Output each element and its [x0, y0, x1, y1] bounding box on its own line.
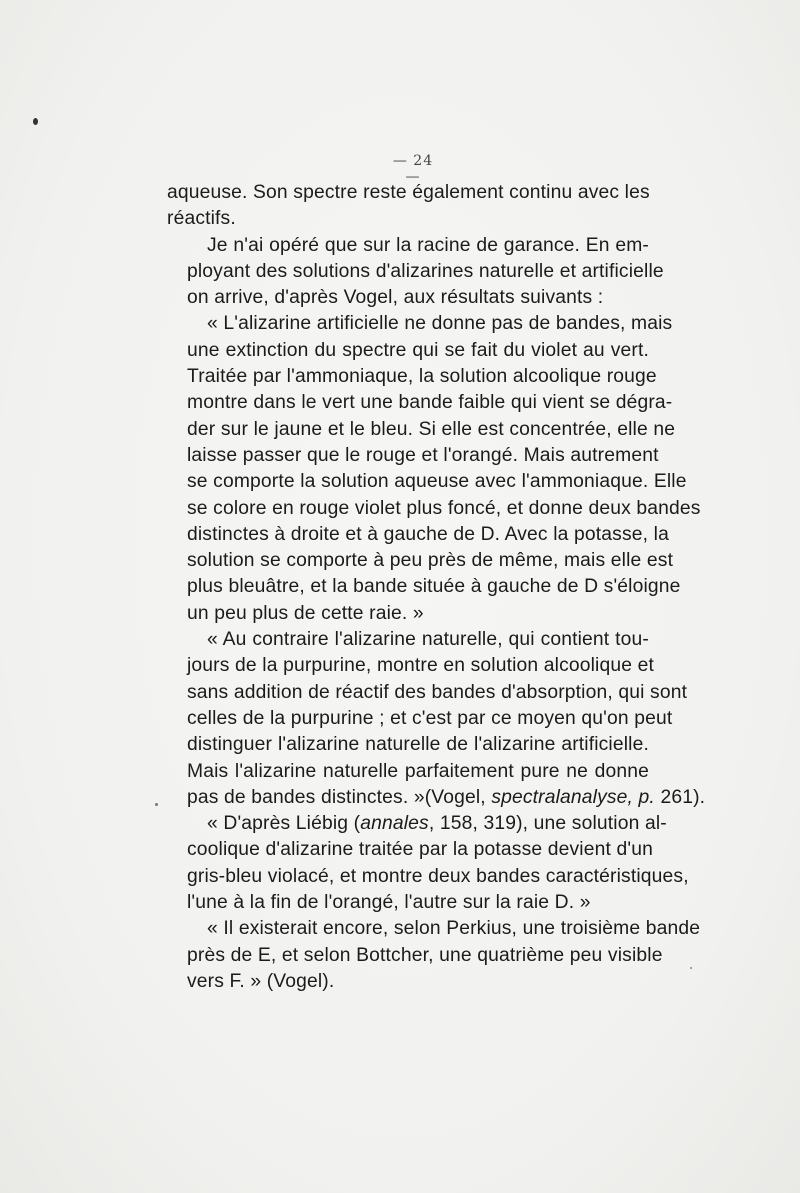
text-line: laisse passer que le rouge et l'orangé. Mais autrement — [187, 444, 659, 466]
text-line-with-citation — [167, 811, 667, 837]
ink-speck — [690, 967, 692, 969]
text-line: gris-bleu violacé, et montre deux bandes caractéristiques, — [187, 865, 689, 887]
page-number: — 24 — — [392, 153, 434, 185]
text-line: « L'alizarine artificielle ne donne pas de bandes, mais — [207, 313, 673, 335]
text-line: un peu plus de cette raie. » — [187, 602, 424, 624]
paragraph — [167, 233, 664, 312]
text-line: plus bleuâtre, et la bande située à gauche de D s'éloigne — [187, 576, 681, 598]
text-line: aqueuse. Son spectre reste également continu avec les — [167, 182, 650, 203]
text-line: vers F. » (Vogel). — [187, 970, 335, 992]
text-line: jours de la purpurine, montre en solution alcoolique et — [187, 655, 654, 677]
text-line: Mais l'alizarine naturelle parfaitement pure ne donne — [187, 760, 649, 782]
text-line: montre dans le vert une bande faible qui vient se dégra- — [187, 392, 673, 414]
text-line: l'une à la fin de l'orangé, l'autre sur la raie D. » — [187, 892, 591, 914]
text-line: « Au contraire l'alizarine naturelle, qui contient tou- — [207, 629, 649, 651]
text-line: près de E, et selon Bottcher, une quatrième peu visible — [187, 944, 663, 966]
text-line: solution se comporte à peu près de même, mais elle est — [187, 550, 674, 572]
text-line: coolique d'alizarine traitée par la potasse devient d'un — [187, 839, 653, 861]
text-line: distinctes à droite et à gauche de D. Avec la potasse, la — [187, 523, 669, 545]
quote-paragraph — [167, 627, 706, 811]
quote-paragraph — [167, 311, 701, 627]
citation-title: spectralanalyse, p. — [491, 786, 655, 808]
text-line: se colore en rouge violet plus foncé, et donne deux bandes — [187, 497, 701, 519]
ink-speck — [155, 803, 158, 806]
text-line: sans addition de réactif des bandes d'absorption, qui sont — [187, 681, 688, 703]
citation-suffix: , 158, 319), une solution al- — [428, 813, 667, 835]
text-line-with-citation — [167, 785, 706, 811]
text-line: celles de la purpurine ; et c'est par ce moyen qu'on peut — [187, 707, 673, 729]
quote-paragraph — [167, 811, 689, 916]
text-line: une extinction du spectre qui se fait du violet au vert. — [187, 339, 649, 361]
citation-title: annales — [360, 813, 429, 835]
text-line: on arrive, d'après Vogel, aux résultats suivants : — [187, 287, 604, 309]
text-line: der sur le jaune et le bleu. Si elle est concentrée, elle ne — [187, 418, 676, 440]
ink-speck — [33, 118, 38, 125]
citation-prefix: « D'après Liébig ( — [207, 813, 361, 835]
citation-prefix: pas de bandes distinctes. »(Vogel, — [187, 786, 492, 808]
text-line: réactifs. — [167, 208, 236, 230]
paragraph — [167, 180, 649, 233]
text-line: « Il existerait encore, selon Perkius, une troisième bande — [207, 918, 701, 940]
text-line: distinguer l'alizarine naturelle de l'alizarine artificielle. — [187, 734, 649, 756]
quote-paragraph — [167, 916, 701, 995]
citation-suffix: 261). — [654, 786, 706, 808]
text-line: Je n'ai opéré que sur la racine de garance. En em- — [207, 234, 649, 256]
text-line: Traitée par l'ammoniaque, la solution alcoolique rouge — [187, 366, 657, 388]
text-line: ployant des solutions d'alizarines naturelle et artificielle — [187, 260, 664, 282]
body-text — [167, 180, 706, 995]
text-line: se comporte la solution aqueuse avec l'ammoniaque. Elle — [187, 471, 687, 493]
